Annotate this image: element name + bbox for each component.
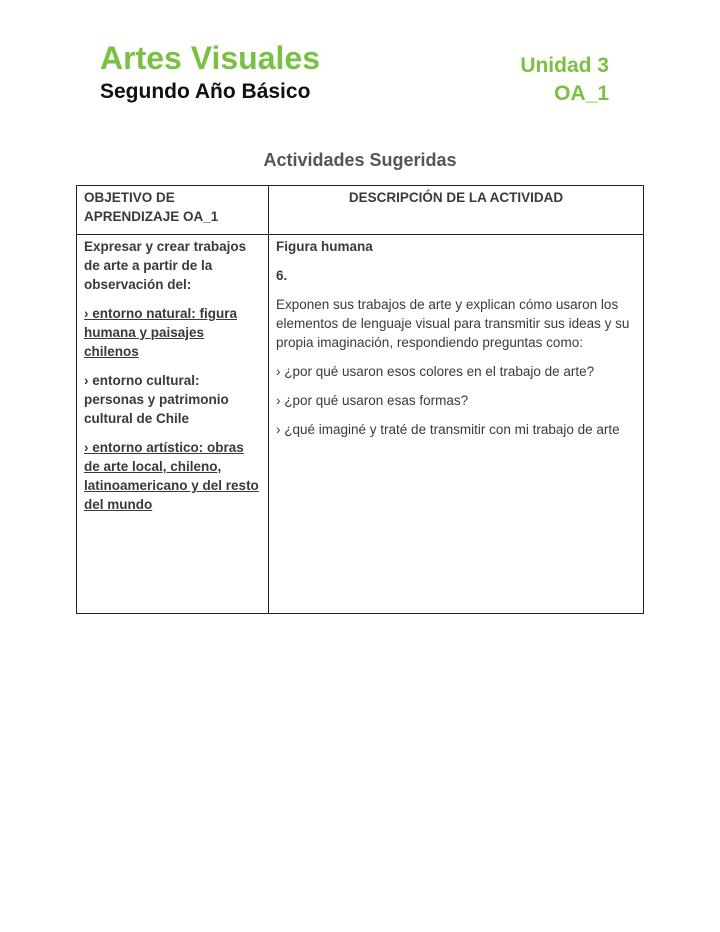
activity-question-1: › ¿por qué usaron esos colores en el trabajo de arte?	[276, 364, 595, 379]
table-row	[77, 235, 644, 614]
section-title: Actividades Sugeridas	[263, 150, 457, 170]
activity-question-3: › ¿qué imaginé y traté de transmitir con mi trabajo de arte	[276, 422, 620, 437]
objective-cell	[77, 235, 269, 614]
description-cell	[269, 235, 644, 614]
unit-label: Unidad 3	[520, 54, 609, 77]
objective-item-artistic: › entorno artístico: obras de arte local, chileno, latinoamericano y del resto del mundo	[84, 440, 259, 512]
activity-number: 6.	[276, 268, 288, 283]
objective-intro: Expresar y crear trabajos de arte a partir de la observación del:	[84, 239, 247, 292]
activity-text: Exponen sus trabajos de arte y explican cómo usaron los elementos de lenguaje visual para transmitir sus ideas y su propia imaginación, respondiendo preguntas como:	[276, 297, 630, 350]
oa-label: OA_1	[554, 82, 609, 105]
grade-title: Segundo Año Básico	[100, 80, 311, 103]
activity-title: Figura humana	[276, 239, 373, 254]
description-header: DESCRIPCIÓN DE LA ACTIVIDAD	[269, 186, 644, 235]
objective-item-natural: › entorno natural: figura humana y paisajes chilenos	[84, 306, 237, 359]
objective-header: OBJETIVO DE APRENDIZAJE OA_1	[77, 186, 269, 235]
activity-question-2: › ¿por qué usaron esas formas?	[276, 393, 469, 408]
objective-item-cultural: › entorno cultural: personas y patrimonio cultural de Chile	[84, 373, 229, 426]
activities-table	[76, 185, 644, 614]
subject-title: Artes Visuales	[100, 40, 320, 76]
table-header-row	[77, 186, 644, 235]
